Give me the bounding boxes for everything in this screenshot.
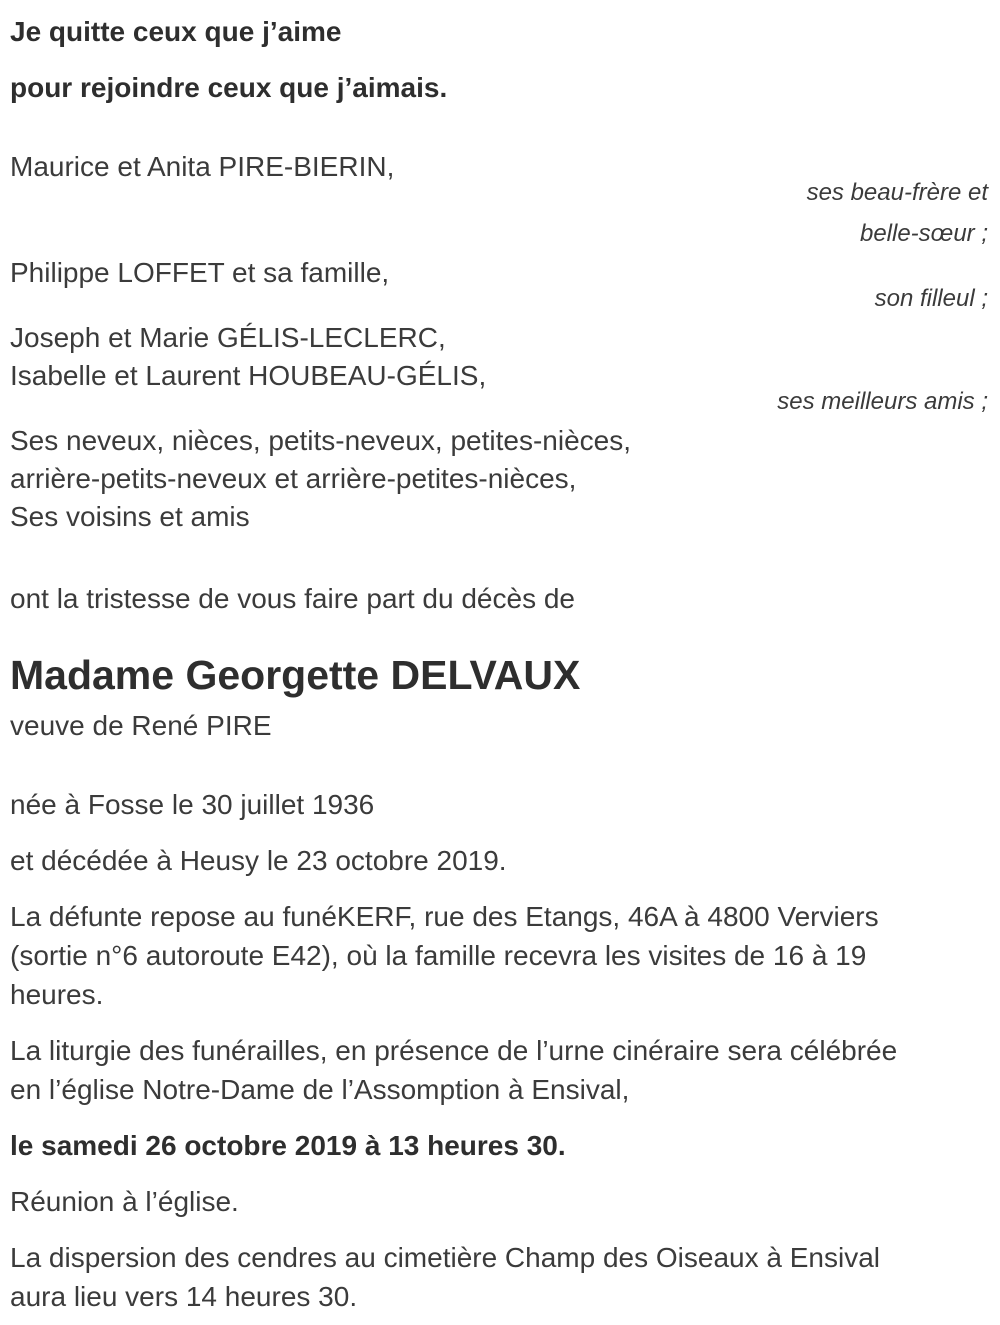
detail-line: (sortie n°6 autoroute E42), où la famille recevra les visites de 16 à 19 — [10, 940, 867, 971]
name-line: Ses voisins et amis — [10, 501, 250, 532]
family-names — [10, 422, 988, 536]
family-entry — [10, 422, 988, 536]
relation-line: ses beau-frère et — [806, 179, 988, 206]
epigraph-line: Je quitte ceux que j’aime — [10, 16, 342, 47]
deceased-subtitle: veuve de René PIRE — [10, 710, 272, 741]
relation-line: belle-sœur ; — [859, 220, 988, 247]
detail-line: La défunte repose au funéKERF, rue des Etangs, 46A à 4800 Verviers — [10, 901, 879, 932]
name-line: Maurice et Anita PIRE-BIERIN, — [10, 151, 395, 182]
detail-line: et décédée à Heusy le 23 octobre 2019. — [10, 845, 507, 876]
detail-paragraph — [10, 1031, 988, 1109]
deceased-name: Madame Georgette DELVAUX — [10, 652, 581, 698]
name-line: arrière-petits-neveux et arrière-petites-nièces, — [10, 463, 577, 494]
relation-line: son filleul ; — [874, 285, 988, 312]
detail-line: aura lieu vers 14 heures 30. — [10, 1281, 358, 1312]
epigraph-line: pour rejoindre ceux que j’aimais. — [10, 72, 448, 103]
relation-line: ses meilleurs amis ; — [777, 388, 988, 415]
detail-paragraph — [10, 1126, 988, 1165]
family-entry — [10, 319, 988, 422]
detail-paragraph — [10, 897, 988, 1014]
family-entry — [10, 254, 988, 319]
name-line: Ses neveux, nièces, petits-neveux, petites-nièces, — [10, 425, 632, 456]
detail-paragraph — [10, 1182, 988, 1221]
family-list — [10, 148, 988, 536]
family-entry — [10, 148, 988, 254]
detail-line: heures. — [10, 979, 104, 1010]
detail-line: La liturgie des funérailles, en présence de l’urne cinéraire sera célébrée — [10, 1035, 898, 1066]
details-list — [10, 785, 988, 1316]
name-line: Philippe LOFFET et sa famille, — [10, 257, 390, 288]
detail-paragraph — [10, 785, 988, 824]
epigraph — [10, 14, 988, 106]
detail-line: La dispersion des cendres au cimetière Champ des Oiseaux à Ensival — [10, 1242, 881, 1273]
detail-line: Réunion à l’église. — [10, 1186, 239, 1217]
detail-line: le samedi 26 octobre 2019 à 13 heures 30. — [10, 1130, 566, 1161]
name-line: Joseph et Marie GÉLIS-LECLERC, — [10, 322, 446, 353]
name-line: Isabelle et Laurent HOUBEAU-GÉLIS, — [10, 360, 487, 391]
detail-paragraph — [10, 841, 988, 880]
announcement-text: ont la tristesse de vous faire part du décès de — [10, 583, 575, 614]
detail-line: née à Fosse le 30 juillet 1936 — [10, 789, 375, 820]
detail-paragraph — [10, 1238, 988, 1316]
detail-line: en l’église Notre-Dame de l’Assomption à Ensival, — [10, 1074, 630, 1105]
